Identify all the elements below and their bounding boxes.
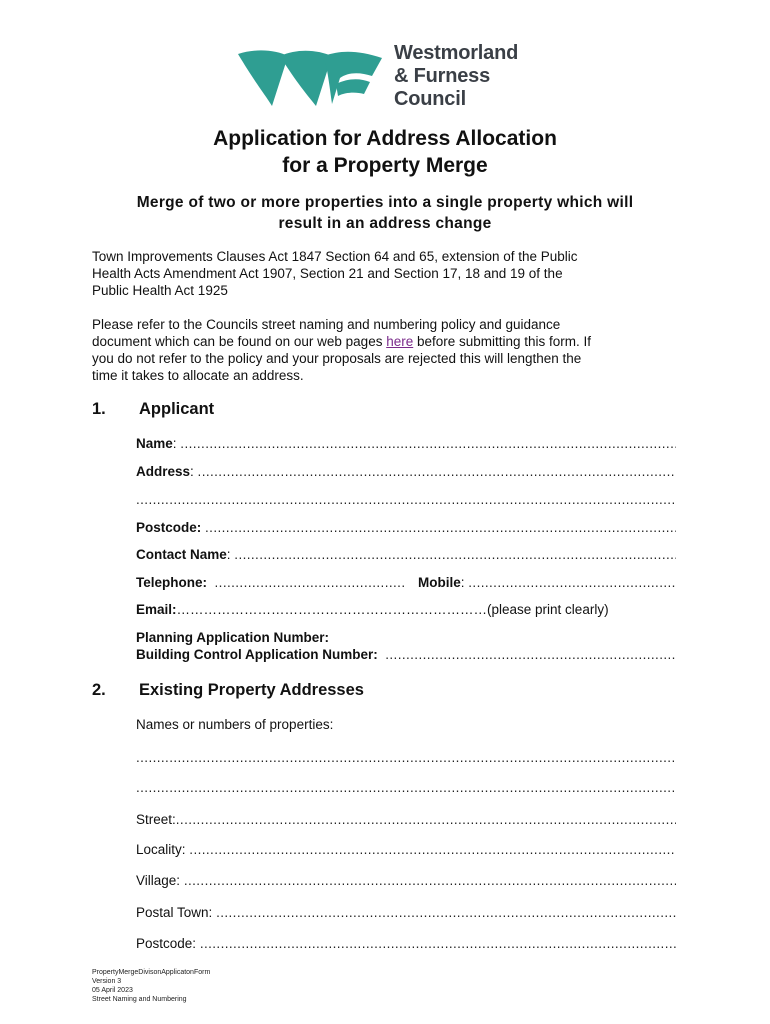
contact-name-dotted-line[interactable]	[234, 547, 676, 562]
footer-line-3: 05 April 2023	[92, 987, 133, 994]
guidance-line-2-start: document which can be found on our web pages	[92, 334, 387, 349]
name-field[interactable]: Name : .....	[136, 436, 676, 451]
address-line-2-dotted-line[interactable]	[136, 492, 676, 507]
mobile-label: Mobile	[418, 575, 461, 590]
street-dotted-line[interactable]	[176, 812, 676, 827]
street-field[interactable]	[136, 812, 676, 827]
section-1-number: 1.	[92, 400, 106, 418]
legislation-line-3: Public Health Act 1925	[92, 283, 228, 298]
logo-line-3: Council	[394, 88, 466, 110]
council-emblem-icon	[236, 46, 386, 112]
name-label: Name	[136, 436, 173, 451]
planning-application-label: Planning Application Number:	[136, 630, 330, 645]
properties-intro: Names or numbers of properties:	[136, 717, 334, 732]
guidance-line-2	[92, 333, 692, 350]
name-dotted-line[interactable]	[180, 436, 676, 451]
building-control-label: Building Control Application Number:	[136, 647, 378, 662]
postcode-dotted-line[interactable]	[205, 520, 676, 535]
address-line-2-field[interactable]	[136, 492, 676, 507]
property-name-line-2[interactable]	[136, 780, 676, 795]
email-field[interactable]	[136, 602, 676, 617]
guidance-line-2-end: before submitting this form. If	[413, 334, 592, 349]
postcode-2-field[interactable]	[136, 936, 676, 951]
locality-dotted-line[interactable]	[189, 842, 676, 857]
email-note: (please print clearly)	[487, 602, 609, 617]
address-dotted-line[interactable]	[198, 464, 676, 479]
legislation-line-2: Health Acts Amendment Act 1907, Section 21 and Section 17, 18 and 19 of the	[92, 266, 563, 281]
postcode-2-label: Postcode:	[136, 936, 197, 951]
telephone-field[interactable]	[136, 575, 406, 590]
logo-line-1: Westmorland	[394, 42, 519, 64]
address-label: Address	[136, 464, 191, 479]
guidance-paragraph	[92, 316, 692, 384]
postal-town-label: Postal Town:	[136, 905, 213, 920]
subtitle-line-1: Merge of two or more properties into a single property which will	[136, 194, 634, 211]
building-control-field[interactable]	[136, 647, 676, 662]
contact-name-label: Contact Name	[136, 547, 227, 562]
postcode-2-dotted-line[interactable]	[200, 936, 676, 951]
property-name-dotted-line-1[interactable]	[136, 750, 676, 765]
title-line-2: for a Property Merge	[282, 154, 488, 177]
property-name-dotted-line-2[interactable]	[136, 780, 676, 795]
telephone-dotted-line[interactable]	[215, 575, 406, 590]
mobile-dotted-line[interactable]	[468, 575, 676, 590]
telephone-label: Telephone:	[136, 575, 208, 590]
section-2-number: 2.	[92, 681, 106, 699]
policy-link[interactable]: here	[386, 334, 414, 349]
footer-line-4: Street Naming and Numbering	[92, 996, 187, 1003]
postal-town-dotted-line[interactable]	[216, 905, 676, 920]
postal-town-field[interactable]	[136, 905, 676, 920]
building-control-dotted-line[interactable]	[385, 647, 676, 662]
council-name	[394, 42, 518, 111]
postcode-field[interactable]	[136, 520, 676, 535]
guidance-line-3: you do not refer to the policy and your proposals are rejected this will lengthen the	[92, 351, 582, 366]
subtitle-line-2: result in an address change	[278, 215, 492, 232]
logo-line-2: & Furness	[394, 65, 491, 87]
footer-line-2: Version 3	[92, 978, 122, 985]
contact-name-field[interactable]: Contact Name : .....	[136, 547, 676, 562]
mobile-field[interactable]: Mobile : .....	[418, 575, 676, 590]
legislation-paragraph	[92, 248, 692, 299]
street-label: Street:	[136, 812, 176, 827]
guidance-line-4: time it takes to allocate an address.	[92, 368, 304, 383]
locality-label: Locality:	[136, 842, 186, 857]
page-subtitle	[0, 192, 770, 234]
guidance-line-1: Please refer to the Councils street naming and numbering policy and guidance	[92, 317, 561, 332]
title-line-1: Application for Address Allocation	[213, 127, 557, 150]
section-1-title: Applicant	[139, 400, 215, 418]
footer-line-1: PropertyMergeDivisonApplicatonForm	[92, 969, 211, 976]
property-name-line-1[interactable]	[136, 750, 676, 765]
document-footer	[92, 968, 210, 1004]
email-dotted-line[interactable]: ……………………………………………………………	[176, 602, 488, 617]
section-2-title: Existing Property Addresses	[139, 681, 364, 699]
legislation-line-1: Town Improvements Clauses Act 1847 Section 64 and 65, extension of the Public	[92, 249, 578, 264]
page-title	[0, 125, 770, 179]
village-label: Village:	[136, 873, 181, 888]
council-logo	[236, 40, 536, 112]
locality-field[interactable]	[136, 842, 676, 857]
postcode-label: Postcode:	[136, 520, 202, 535]
address-field[interactable]: Address : .....	[136, 464, 676, 479]
email-label: Email:	[136, 602, 177, 617]
planning-application-field[interactable]	[136, 630, 676, 645]
village-dotted-line[interactable]	[184, 873, 676, 888]
village-field[interactable]	[136, 873, 676, 888]
